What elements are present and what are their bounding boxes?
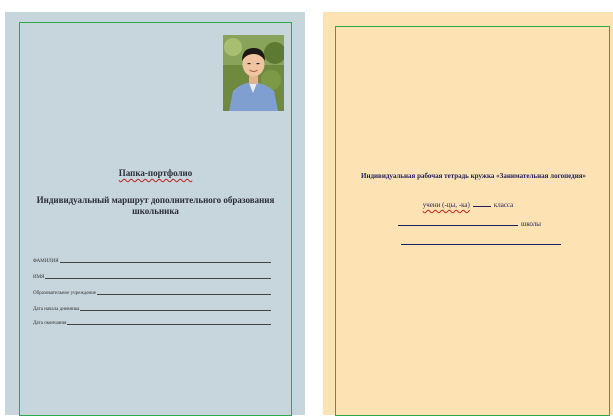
start-date-field xyxy=(33,305,271,312)
surname-line xyxy=(60,262,271,263)
name-field xyxy=(33,273,271,280)
class-word: класса xyxy=(493,201,514,209)
start-date-line xyxy=(80,310,271,311)
workbook-page xyxy=(323,12,613,415)
end-date-field xyxy=(33,319,271,326)
end-date-line xyxy=(67,324,271,325)
school-line xyxy=(323,220,613,228)
name-label: ИМЯ xyxy=(33,275,45,280)
surname-label: ФАМИЛИЯ xyxy=(33,259,59,264)
portfolio-title: Папка-портфолио xyxy=(118,168,193,178)
class-blank xyxy=(473,206,491,207)
school-blank xyxy=(398,225,518,226)
extra-blank-line xyxy=(401,236,561,245)
student-photo xyxy=(223,35,284,111)
student-word: учени (-цы, -ка) xyxy=(422,201,470,209)
end-date-label: Дата окончания xyxy=(33,321,67,326)
start-date-label: Дата начала дневника xyxy=(33,307,80,312)
workbook-title: Индивидуальная рабочая тетрадь кружка «Занимательная логопедия» xyxy=(361,172,587,180)
institution-line xyxy=(97,294,271,295)
student-line xyxy=(323,201,613,209)
institution-field xyxy=(33,289,271,296)
school-word: школы xyxy=(520,220,542,228)
institution-label: Образовательное учреждение xyxy=(33,291,97,296)
surname-field xyxy=(33,257,271,264)
name-line xyxy=(45,278,271,279)
portfolio-page xyxy=(5,12,305,415)
portfolio-subtitle: Индивидуальный маршрут дополнительного образования школьника xyxy=(36,195,275,216)
